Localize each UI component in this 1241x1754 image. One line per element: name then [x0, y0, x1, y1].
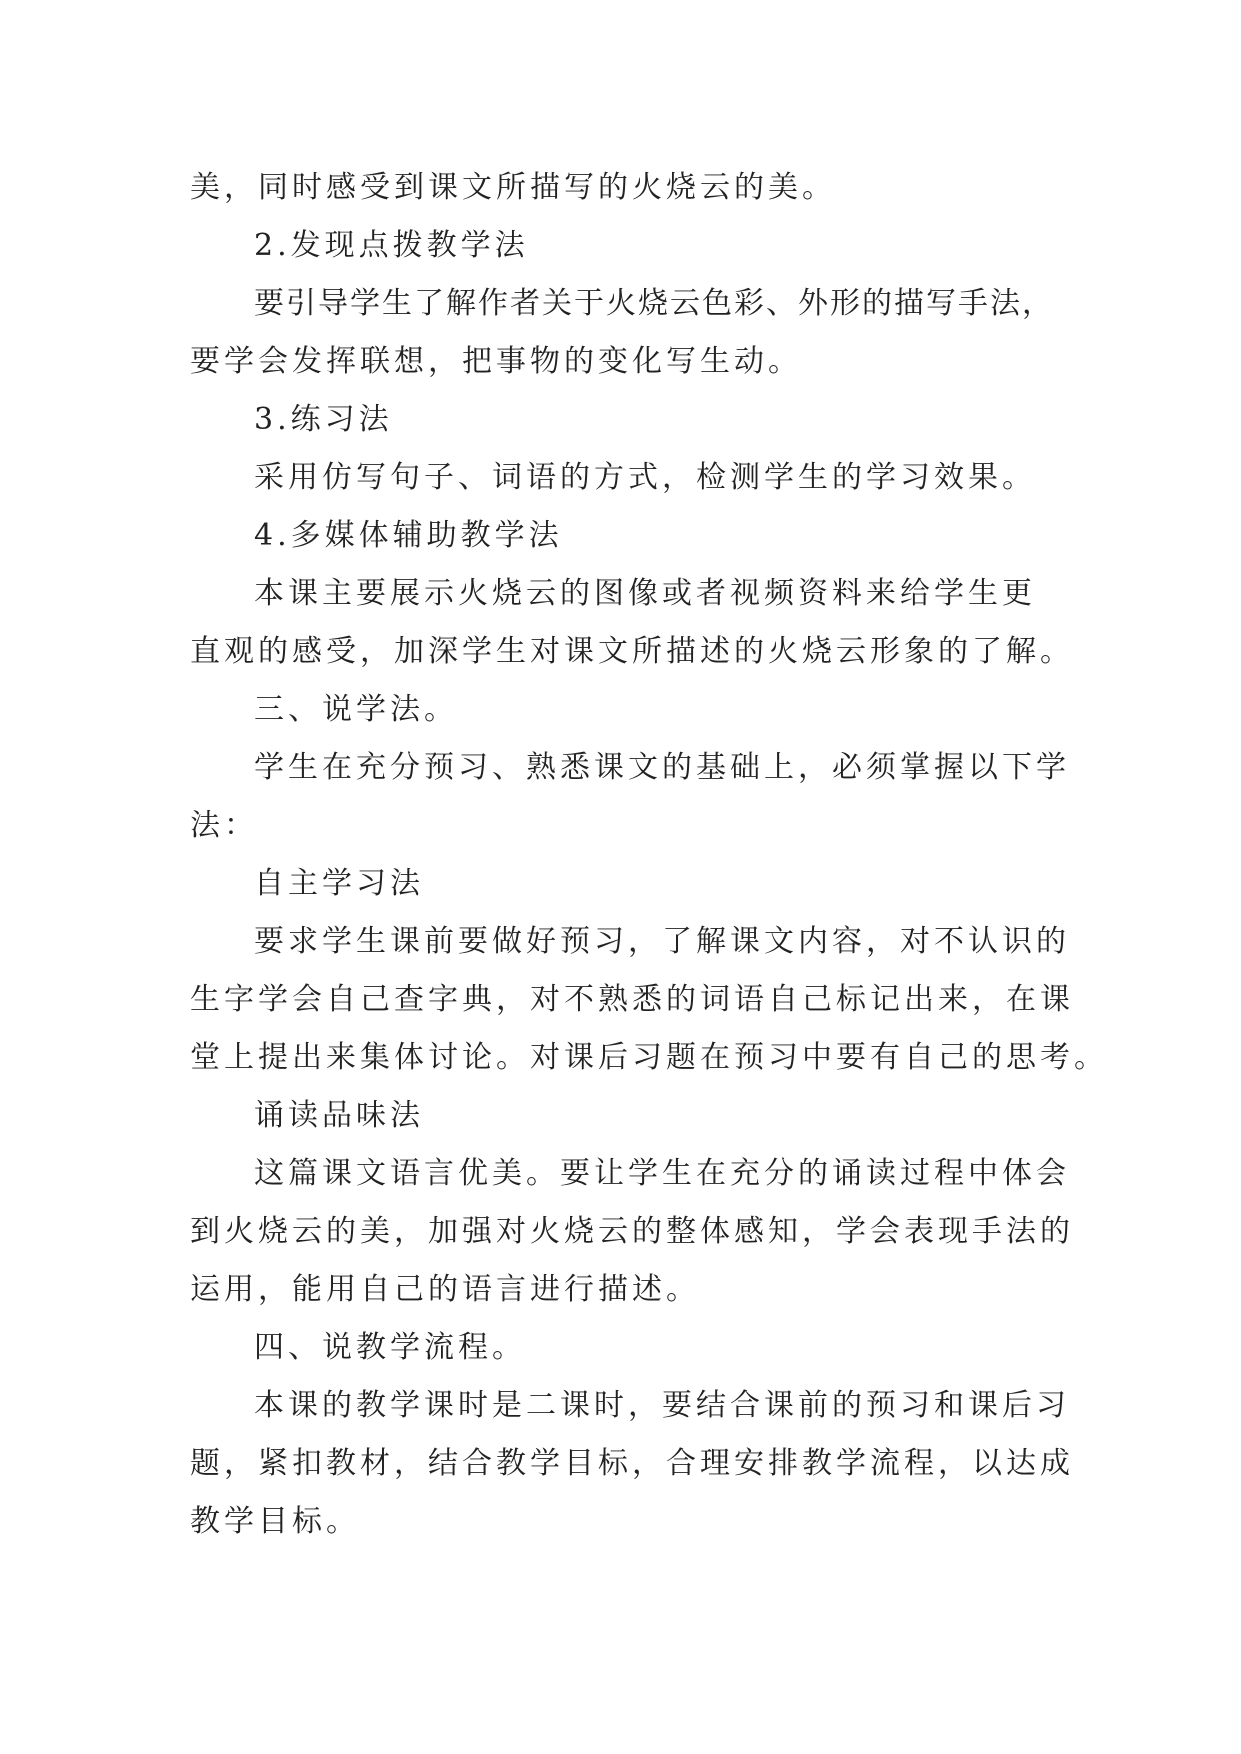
- paragraph-line: 本课主要展示火烧云的图像或者视频资料来给学生更: [254, 576, 1036, 611]
- paragraph-line: 要学会发挥联想，把事物的变化写生动。: [190, 344, 802, 379]
- section-heading: 4.多媒体辅助教学法: [254, 518, 563, 553]
- paragraph-line: 要引导学生了解作者关于火烧云色彩、外形的描写手法，: [254, 286, 1054, 321]
- paragraph-line: 到火烧云的美，加强对火烧云的整体感知，学会表现手法的: [190, 1214, 1074, 1249]
- paragraph-line: 要求学生课前要做好预习，了解课文内容，对不认识的: [254, 924, 1070, 959]
- paragraph-line: 教学目标。: [190, 1504, 360, 1539]
- paragraph-line: 本课的教学课时是二课时，要结合课前的预习和课后习: [254, 1388, 1070, 1423]
- section-heading: 自主学习法: [254, 866, 424, 901]
- paragraph-line: 美，同时感受到课文所描写的火烧云的美。: [190, 170, 836, 205]
- section-heading: 四、说教学流程。: [254, 1330, 526, 1365]
- paragraph-line: 堂上提出来集体讨论。对课后习题在预习中要有自己的思考。: [190, 1040, 1108, 1075]
- section-heading: 三、说学法。: [254, 692, 458, 727]
- section-heading: 2.发现点拨教学法: [254, 228, 529, 263]
- paragraph-line: 运用，能用自己的语言进行描述。: [190, 1272, 700, 1307]
- paragraph-line: 生字学会自己查字典，对不熟悉的词语自己标记出来，在课: [190, 982, 1074, 1017]
- paragraph-line: 学生在充分预习、熟悉课文的基础上，必须掌握以下学: [254, 750, 1070, 785]
- paragraph-line: 直观的感受，加深学生对课文所描述的火烧云形象的了解。: [190, 634, 1074, 669]
- paragraph-line: 题，紧扣教材，结合教学目标，合理安排教学流程，以达成: [190, 1446, 1074, 1481]
- paragraph-line: 法：: [190, 808, 258, 843]
- section-heading: 3.练习法: [254, 402, 393, 437]
- paragraph-line: 采用仿写句子、词语的方式，检测学生的学习效果。: [254, 460, 1036, 495]
- section-heading: 诵读品味法: [254, 1098, 424, 1133]
- paragraph-line: 这篇课文语言优美。要让学生在充分的诵读过程中体会: [254, 1156, 1070, 1191]
